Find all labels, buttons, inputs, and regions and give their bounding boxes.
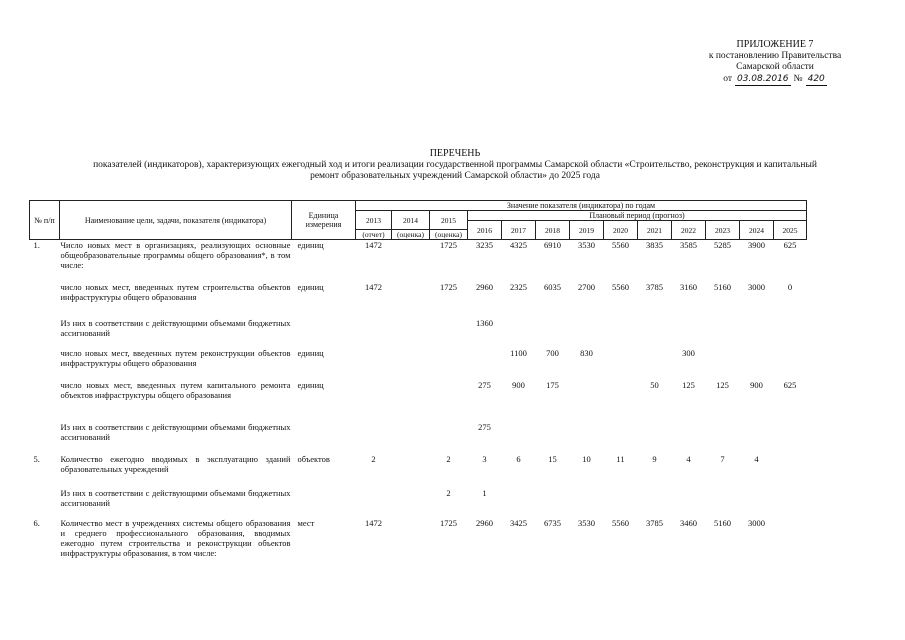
value-cell bbox=[604, 488, 638, 518]
value-cell: 830 bbox=[580, 347, 593, 358]
table-row bbox=[30, 348, 807, 380]
table-row bbox=[30, 518, 807, 588]
header-values: Значение показателя (индикатора) по годам bbox=[356, 201, 807, 211]
row-number bbox=[30, 380, 60, 422]
value-cell bbox=[536, 422, 570, 454]
header-year-note: (отчет) bbox=[356, 230, 392, 240]
table-row bbox=[30, 282, 807, 318]
value-cell bbox=[430, 348, 468, 380]
unit-cell bbox=[292, 488, 356, 518]
table-header bbox=[30, 201, 807, 240]
value-cell: 50 bbox=[650, 379, 659, 390]
value-cell: 2 bbox=[371, 453, 376, 464]
row-number bbox=[30, 282, 60, 318]
row-number bbox=[30, 318, 60, 348]
header-plan-year: 2022 bbox=[672, 221, 706, 240]
table-row bbox=[30, 422, 807, 454]
value-cell: 6910 bbox=[544, 240, 561, 250]
value-cell bbox=[638, 422, 672, 454]
from-label: от bbox=[723, 73, 732, 84]
value-cell bbox=[502, 422, 536, 454]
value-cell: 3585 bbox=[680, 240, 697, 250]
value-cell bbox=[774, 518, 807, 588]
header-plan-year: 2023 bbox=[706, 221, 740, 240]
document-subtitle: ремонт образовательных учреждений Самарской области» до 2025 года bbox=[310, 171, 600, 181]
value-cell: 900 bbox=[750, 379, 763, 390]
value-cell bbox=[774, 488, 807, 518]
indicator-name: Количество ежегодно вводимых в эксплуатацию зданий образовательных учреждений bbox=[60, 453, 291, 474]
value-cell bbox=[392, 422, 430, 454]
value-cell: 1725 bbox=[440, 240, 457, 250]
value-cell bbox=[604, 422, 638, 454]
value-cell bbox=[740, 318, 774, 348]
value-cell: 3160 bbox=[680, 281, 697, 292]
indicator-name: Из них в соответствии с действующими объемами бюджетных ассигнований bbox=[60, 317, 291, 338]
value-cell: 125 bbox=[682, 379, 695, 390]
unit-cell: единиц bbox=[297, 281, 324, 292]
indicator-name: число новых мест, введенных путем капитального ремонта объектов инфраструктуры общего образования bbox=[60, 379, 291, 400]
header-plan: Плановый период (прогноз) bbox=[468, 211, 807, 221]
value-cell: 3460 bbox=[680, 517, 697, 528]
value-cell: 1725 bbox=[440, 281, 457, 292]
value-cell bbox=[570, 422, 604, 454]
value-cell bbox=[638, 318, 672, 348]
value-cell: 10 bbox=[582, 453, 591, 464]
value-cell: 11 bbox=[616, 453, 625, 464]
value-cell bbox=[356, 318, 392, 348]
value-cell bbox=[706, 318, 740, 348]
unit-cell: объектов bbox=[297, 453, 330, 464]
value-cell: 625 bbox=[783, 240, 797, 250]
header-plan-year: 2017 bbox=[502, 221, 536, 240]
value-cell: 4 bbox=[686, 453, 691, 464]
value-cell: 3000 bbox=[748, 517, 765, 528]
header-year: 2014 bbox=[392, 211, 430, 230]
value-cell bbox=[570, 380, 604, 422]
value-cell: 2325 bbox=[510, 281, 527, 292]
value-cell bbox=[570, 318, 604, 348]
value-cell: 5560 bbox=[612, 517, 629, 528]
unit-cell: единиц bbox=[297, 379, 324, 390]
header-plan-year: 2025 bbox=[774, 221, 807, 240]
value-cell: 3900 bbox=[748, 240, 765, 250]
value-cell: 5285 bbox=[714, 240, 731, 250]
unit-cell bbox=[292, 318, 356, 348]
value-cell: 2700 bbox=[578, 281, 595, 292]
value-cell bbox=[502, 318, 536, 348]
value-cell: 1360 bbox=[476, 317, 493, 328]
row-number: 1. bbox=[33, 240, 40, 250]
value-cell bbox=[356, 380, 392, 422]
header-plan-year: 2024 bbox=[740, 221, 774, 240]
value-cell: 2 bbox=[446, 487, 451, 498]
value-cell: 5160 bbox=[714, 517, 731, 528]
header-plan-year: 2019 bbox=[570, 221, 604, 240]
value-cell bbox=[392, 380, 430, 422]
value-cell bbox=[536, 488, 570, 518]
header-year: 2015 bbox=[430, 211, 468, 230]
number-label: № bbox=[793, 73, 803, 84]
value-cell: 7 bbox=[720, 453, 725, 464]
value-cell: 1 bbox=[482, 487, 487, 498]
value-cell: 1472 bbox=[365, 281, 382, 292]
value-cell bbox=[774, 454, 807, 488]
appendix-title: ПРИЛОЖЕНИЕ 7 bbox=[736, 39, 814, 50]
header-unit: Единица измерения bbox=[292, 201, 356, 240]
value-cell: 1725 bbox=[440, 517, 457, 528]
value-cell bbox=[430, 422, 468, 454]
indicators-table bbox=[29, 200, 807, 588]
value-cell: 275 bbox=[478, 421, 491, 432]
value-cell bbox=[570, 488, 604, 518]
value-cell: 5560 bbox=[612, 281, 629, 292]
value-cell: 3835 bbox=[646, 240, 663, 250]
value-cell bbox=[356, 488, 392, 518]
unit-cell: мест bbox=[297, 517, 315, 528]
appendix-line: Самарской области bbox=[736, 62, 814, 72]
value-cell: 0 bbox=[787, 281, 793, 292]
value-cell bbox=[356, 348, 392, 380]
value-cell: 2960 bbox=[476, 281, 493, 292]
value-cell: 3530 bbox=[578, 240, 595, 250]
header-no: № п/п bbox=[30, 201, 60, 240]
value-cell bbox=[774, 422, 807, 454]
value-cell bbox=[536, 318, 570, 348]
value-cell: 2 bbox=[446, 453, 451, 464]
unit-cell: единиц bbox=[297, 347, 324, 358]
row-number: 6. bbox=[33, 517, 40, 528]
indicator-name: Из них в соответствии с действующими объемами бюджетных ассигнований bbox=[60, 421, 291, 442]
value-cell bbox=[392, 348, 430, 380]
value-cell bbox=[740, 348, 774, 380]
indicator-name: Число новых мест в организациях, реализующих основные общеобразовательные программы общего образования*, в том числе: bbox=[60, 240, 291, 270]
header-plan-year: 2016 bbox=[468, 221, 502, 240]
handwritten-date: 03.08.2016 bbox=[735, 74, 791, 87]
value-cell bbox=[740, 488, 774, 518]
header-year-note: (оценка) bbox=[430, 230, 468, 240]
indicator-name: Из них в соответствии с действующими объемами бюджетных ассигнований bbox=[60, 487, 291, 508]
handwritten-number: 420 bbox=[806, 74, 827, 87]
row-number bbox=[30, 422, 60, 454]
value-cell: 3785 bbox=[646, 281, 663, 292]
value-cell: 6 bbox=[516, 453, 521, 464]
value-cell: 3235 bbox=[476, 240, 493, 250]
value-cell bbox=[604, 380, 638, 422]
header-plan-year: 2021 bbox=[638, 221, 672, 240]
value-cell bbox=[392, 454, 430, 488]
value-cell: 4325 bbox=[510, 240, 527, 250]
appendix-line: к постановлению Правительства bbox=[708, 50, 842, 61]
table-row bbox=[30, 380, 807, 422]
value-cell bbox=[706, 422, 740, 454]
header-plan-year: 2020 bbox=[604, 221, 638, 240]
appendix-block bbox=[690, 39, 860, 86]
value-cell: 1100 bbox=[510, 347, 527, 358]
value-cell: 125 bbox=[716, 379, 729, 390]
value-cell bbox=[430, 380, 468, 422]
unit-cell: единиц bbox=[297, 240, 324, 250]
header-year: 2013 bbox=[356, 211, 392, 230]
table-row bbox=[30, 318, 807, 348]
value-cell bbox=[740, 422, 774, 454]
value-cell: 4 bbox=[754, 453, 759, 464]
value-cell bbox=[392, 318, 430, 348]
row-number: 5. bbox=[33, 453, 40, 464]
value-cell: 275 bbox=[478, 379, 491, 390]
row-number bbox=[30, 348, 60, 380]
value-cell bbox=[468, 348, 502, 380]
value-cell: 1472 bbox=[365, 517, 382, 528]
value-cell bbox=[392, 488, 430, 518]
value-cell: 3530 bbox=[578, 517, 595, 528]
value-cell bbox=[430, 318, 468, 348]
value-cell: 700 bbox=[546, 347, 559, 358]
value-cell bbox=[502, 488, 536, 518]
value-cell bbox=[774, 348, 807, 380]
header-name: Наименование цели, задачи, показателя (индикатора) bbox=[60, 201, 292, 240]
value-cell bbox=[638, 488, 672, 518]
value-cell bbox=[604, 348, 638, 380]
value-cell: 2960 bbox=[476, 517, 493, 528]
value-cell bbox=[672, 318, 706, 348]
value-cell: 175 bbox=[546, 379, 559, 390]
document-subtitle: показателей (индикаторов), характеризующих ежегодный ход и итоги реализации государственной программы Самарской области «Строительство, реконструкция и капитальный bbox=[93, 159, 817, 170]
value-cell: 300 bbox=[682, 347, 695, 358]
indicator-name: число новых мест, введенных путем реконструкции объектов инфраструктуры общего образования bbox=[60, 347, 291, 368]
value-cell bbox=[706, 348, 740, 380]
document-title: ПЕРЕЧЕНЬ bbox=[429, 148, 481, 159]
value-cell bbox=[672, 422, 706, 454]
document-heading bbox=[30, 148, 880, 183]
appendix-date-line bbox=[690, 74, 860, 87]
unit-cell bbox=[292, 422, 356, 454]
value-cell bbox=[604, 318, 638, 348]
value-cell: 3425 bbox=[510, 517, 527, 528]
table-row bbox=[30, 240, 807, 282]
header-year-note: (оценка) bbox=[392, 230, 430, 240]
table-body bbox=[30, 240, 807, 588]
value-cell bbox=[706, 488, 740, 518]
table-row bbox=[30, 488, 807, 518]
value-cell: 3 bbox=[482, 453, 487, 464]
value-cell: 5160 bbox=[714, 281, 731, 292]
indicator-name: число новых мест, введенных путем строительства объектов инфраструктуры общего образования bbox=[60, 281, 291, 302]
value-cell: 625 bbox=[783, 379, 797, 390]
value-cell: 9 bbox=[652, 453, 657, 464]
value-cell bbox=[356, 422, 392, 454]
header-plan-year: 2018 bbox=[536, 221, 570, 240]
value-cell: 6035 bbox=[544, 281, 561, 292]
value-cell: 3000 bbox=[748, 281, 765, 292]
value-cell: 6735 bbox=[544, 517, 561, 528]
value-cell bbox=[638, 348, 672, 380]
value-cell: 3785 bbox=[646, 517, 663, 528]
table-row bbox=[30, 454, 807, 488]
value-cell bbox=[392, 240, 430, 282]
value-cell bbox=[392, 282, 430, 318]
row-number bbox=[30, 488, 60, 518]
value-cell: 1472 bbox=[365, 240, 382, 250]
value-cell bbox=[774, 318, 807, 348]
value-cell: 900 bbox=[512, 379, 525, 390]
value-cell bbox=[392, 518, 430, 588]
value-cell: 15 bbox=[548, 453, 557, 464]
value-cell: 5560 bbox=[612, 240, 629, 250]
value-cell bbox=[672, 488, 706, 518]
indicator-name: Количество мест в учреждениях системы общего образования и среднего профессионального образования, вводимых ежегодно путем строительства и реконструкции объектов инфраструктуры образования, в том числе: bbox=[60, 517, 291, 558]
